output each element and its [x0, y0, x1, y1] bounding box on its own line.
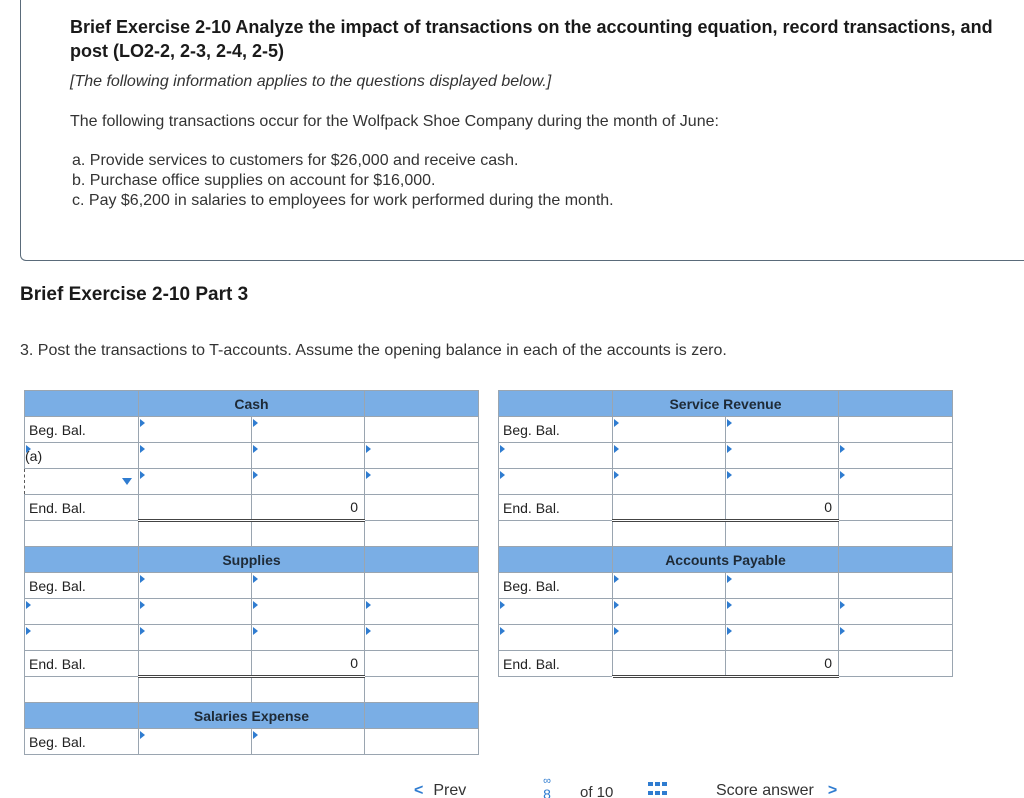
supplies-row-2-debit-input[interactable]	[139, 599, 252, 625]
supplies-beg-bal-label: Beg. Bal.	[25, 573, 139, 599]
supplies-row-2-select[interactable]	[25, 599, 139, 625]
revenue-row-2-credit-input[interactable]	[726, 443, 839, 469]
payable-row-2-select[interactable]	[499, 599, 613, 625]
exercise-note: [The following information applies to the questions displayed below.]	[70, 73, 552, 90]
current-page: 8	[527, 786, 567, 798]
supplies-end-bal-debit	[139, 651, 252, 677]
exercise-intro: The following transactions occur for the Wolfpack Shoe Company during the month of June:	[70, 113, 719, 130]
cash-end-bal-label: End. Bal.	[25, 495, 139, 521]
payable-beg-bal-debit-input[interactable]	[613, 573, 726, 599]
part-instruction: 3. Post the transactions to T-accounts. Assume the opening balance in each of the accounts is zero.	[20, 342, 727, 359]
cash-beg-bal-blank	[365, 417, 479, 443]
supplies-beg-bal-blank	[365, 573, 479, 599]
link-icon: ∞	[543, 775, 551, 787]
cash-beg-bal-debit-input[interactable]	[139, 417, 252, 443]
supplies-end-bal-blank	[365, 651, 479, 677]
revenue-end-bal-blank	[839, 495, 953, 521]
cash-row-b-debit-input[interactable]	[139, 469, 252, 495]
payable-header-blank	[499, 547, 613, 573]
revenue-row-3-credit-input[interactable]	[726, 469, 839, 495]
prev-button[interactable]	[414, 782, 466, 798]
grid-icon[interactable]	[648, 782, 668, 798]
cash-row-b-credit-input[interactable]	[252, 469, 365, 495]
transaction-list	[72, 151, 614, 211]
page-selector[interactable]	[527, 776, 567, 798]
revenue-beg-bal-blank	[839, 417, 953, 443]
payable-beg-bal-blank	[839, 573, 953, 599]
revenue-end-bal-debit	[613, 495, 726, 521]
chevron-left-icon: <	[414, 782, 424, 798]
transaction-item-b: b. Purchase office supplies on account for $16,000.	[72, 172, 436, 189]
cash-end-bal-debit	[139, 495, 252, 521]
part-title: Brief Exercise 2-10 Part 3	[20, 284, 249, 305]
supplies-row-2-credit-input[interactable]	[252, 599, 365, 625]
revenue-row-2-amount-input[interactable]	[839, 443, 953, 469]
revenue-row-3-amount-input[interactable]	[839, 469, 953, 495]
prev-label: Prev	[433, 782, 467, 798]
salaries-expense-account-title: Salaries Expense	[139, 703, 365, 729]
cash-beg-bal-label: Beg. Bal.	[25, 417, 139, 443]
supplies-account-title: Supplies	[139, 547, 365, 573]
score-label: Score answer	[716, 782, 814, 798]
cash-header-blank-right	[365, 391, 479, 417]
payable-end-bal-value: 0	[726, 651, 839, 677]
revenue-header-blank	[499, 391, 613, 417]
cash-row-a-select[interactable]	[25, 443, 139, 469]
revenue-beg-bal-debit-input[interactable]	[613, 417, 726, 443]
service-revenue-account-title: Service Revenue	[613, 391, 839, 417]
salaries-header-blank-right	[365, 703, 479, 729]
salaries-beg-bal-label: Beg. Bal.	[25, 729, 139, 755]
revenue-beg-bal-credit-input[interactable]	[726, 417, 839, 443]
chevron-right-icon: >	[827, 782, 838, 798]
cash-end-bal-blank	[365, 495, 479, 521]
revenue-end-bal-value: 0	[726, 495, 839, 521]
payable-row-3-select[interactable]	[499, 625, 613, 651]
salaries-beg-bal-debit-input[interactable]	[139, 729, 252, 755]
payable-row-2-credit-input[interactable]	[726, 599, 839, 625]
accounts-payable-account-title: Accounts Payable	[613, 547, 839, 573]
revenue-row-3-debit-input[interactable]	[613, 469, 726, 495]
cash-end-bal-value: 0	[252, 495, 365, 521]
revenue-header-blank-right	[839, 391, 953, 417]
revenue-end-bal-label: End. Bal.	[499, 495, 613, 521]
supplies-header-blank-right	[365, 547, 479, 573]
supplies-beg-bal-credit-input[interactable]	[252, 573, 365, 599]
salaries-header-blank	[25, 703, 139, 729]
payable-end-bal-debit	[613, 651, 726, 677]
cash-row-a-debit-input[interactable]	[139, 443, 252, 469]
payable-end-bal-blank	[839, 651, 953, 677]
payable-beg-bal-label: Beg. Bal.	[499, 573, 613, 599]
cash-row-a-amount-input[interactable]	[365, 443, 479, 469]
payable-beg-bal-credit-input[interactable]	[726, 573, 839, 599]
salaries-beg-bal-blank	[365, 729, 479, 755]
supplies-row-3-debit-input[interactable]	[139, 625, 252, 651]
cash-header-blank	[25, 391, 139, 417]
supplies-beg-bal-debit-input[interactable]	[139, 573, 252, 599]
payable-row-2-debit-input[interactable]	[613, 599, 726, 625]
payable-row-3-credit-input[interactable]	[726, 625, 839, 651]
supplies-end-bal-value: 0	[252, 651, 365, 677]
revenue-beg-bal-label: Beg. Bal.	[499, 417, 613, 443]
page-total: of 10	[580, 784, 614, 798]
revenue-row-2-debit-input[interactable]	[613, 443, 726, 469]
question-navigation	[0, 770, 1024, 798]
supplies-end-bal-label: End. Bal.	[25, 651, 139, 677]
t-accounts-table	[24, 390, 953, 755]
cash-account-title: Cash	[139, 391, 365, 417]
revenue-row-2-select[interactable]	[499, 443, 613, 469]
score-answer-button[interactable]	[716, 782, 837, 798]
payable-header-blank-right	[839, 547, 953, 573]
supplies-header-blank	[25, 547, 139, 573]
supplies-row-2-amount-input[interactable]	[365, 599, 479, 625]
salaries-beg-bal-credit-input[interactable]	[252, 729, 365, 755]
supplies-row-3-credit-input[interactable]	[252, 625, 365, 651]
transaction-item-a: a. Provide services to customers for $26,000 and receive cash.	[72, 152, 519, 169]
payable-row-3-amount-input[interactable]	[839, 625, 953, 651]
cash-beg-bal-credit-input[interactable]	[252, 417, 365, 443]
exercise-title: Brief Exercise 2-10 Analyze the impact of transactions on the accounting equation, record transactions, and post (LO2-2, 2-3, 2-4, 2-5)	[70, 17, 993, 61]
cash-row-b-dropdown[interactable]	[25, 469, 139, 495]
cash-row-a-label: (a)	[25, 447, 43, 464]
transaction-item-c: c. Pay $6,200 in salaries to employees for work performed during the month.	[72, 192, 614, 209]
payable-row-3-debit-input[interactable]	[613, 625, 726, 651]
revenue-row-3-select[interactable]	[499, 469, 613, 495]
payable-end-bal-label: End. Bal.	[499, 651, 613, 677]
payable-row-2-amount-input[interactable]	[839, 599, 953, 625]
cash-row-a-credit-input[interactable]	[252, 443, 365, 469]
supplies-row-3-amount-input[interactable]	[365, 625, 479, 651]
cash-row-b-amount-input[interactable]	[365, 469, 479, 495]
supplies-row-3-select[interactable]	[25, 625, 139, 651]
chevron-down-icon[interactable]	[122, 478, 132, 485]
